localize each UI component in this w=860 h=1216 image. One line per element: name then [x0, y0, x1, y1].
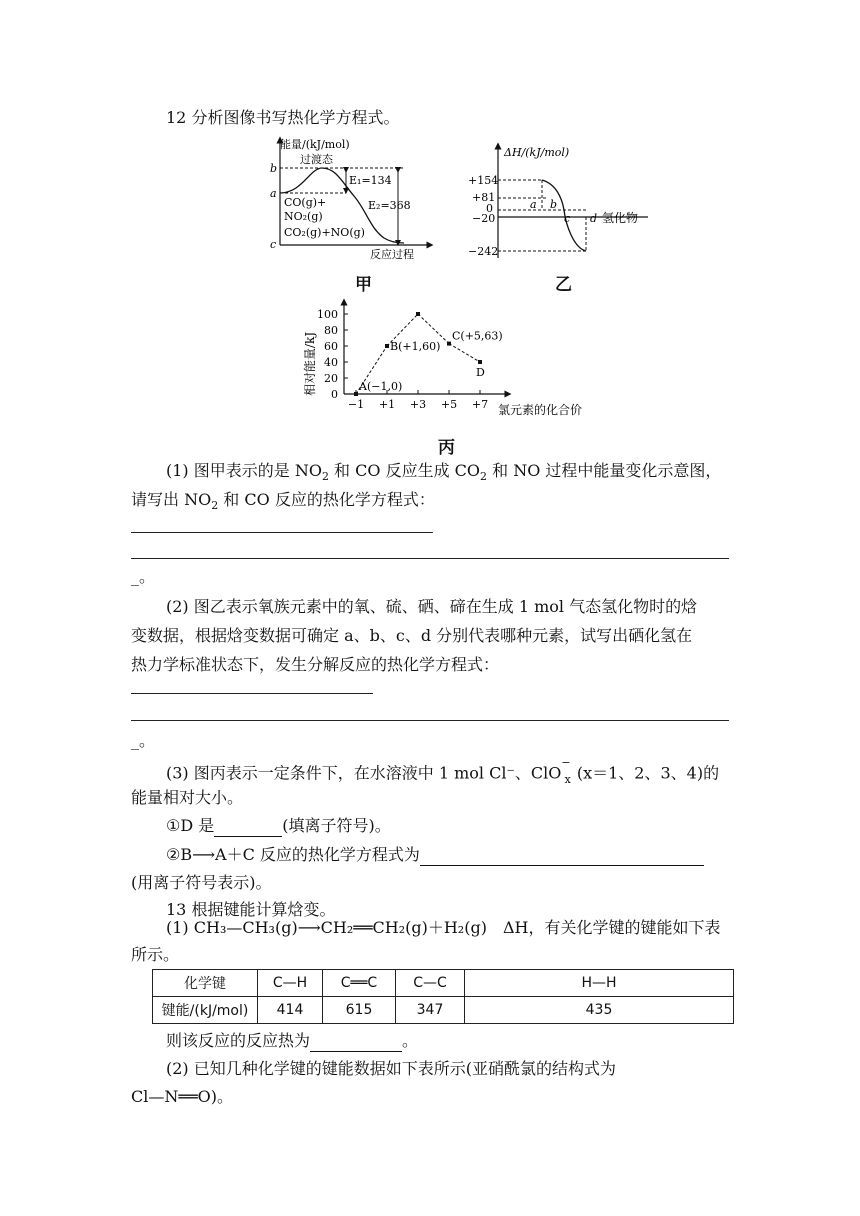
bond-energy-table — [152, 969, 734, 1024]
figure-jia — [262, 132, 442, 260]
q12-part3-line5: (用离子符号表示)。 — [131, 873, 272, 892]
jia-tick-a: a — [270, 187, 277, 200]
yi-tick-81: +81 — [472, 191, 496, 204]
bing-x-tick-label: +5 — [440, 398, 458, 411]
q13-part1-line1: (1) CH₃—CH₃(g)⟶CH₂══CH₂(g)＋H₂(g) ΔH，有关化学键的键能如下表 — [166, 918, 721, 937]
bing-ylabel: 相对能量/kJ — [303, 331, 317, 396]
bing-label-c: C(+5,63) — [452, 329, 503, 343]
q12-part3-line1: (3) 图丙表示一定条件下，在水溶液中 1 mol Cl⁻、ClO−$_x$ (x＝1、2、3、4)的 — [166, 756, 720, 786]
yi-point-c: c — [564, 212, 571, 225]
table-row — [153, 997, 734, 1024]
bing-point — [416, 312, 420, 316]
answer-blank-2a[interactable] — [131, 693, 373, 694]
bing-x-tick-label: +7 — [471, 398, 489, 411]
table-cell: C—C — [396, 970, 465, 997]
table-cell: 615 — [323, 997, 396, 1024]
answer-blank-13-1[interactable] — [310, 1035, 402, 1052]
q13-part1-line3: 则该反应的反应热为 。 — [166, 1031, 419, 1050]
table-header-row — [153, 970, 734, 997]
figure-yi — [466, 140, 656, 262]
table-cell: C══C — [323, 970, 396, 997]
bing-point — [354, 392, 358, 396]
yi-tick-154: +154 — [468, 174, 499, 187]
bing-label-b: B(+1,60) — [390, 340, 441, 353]
answer-blank-1a[interactable] — [131, 532, 433, 533]
table-cell: 414 — [258, 997, 323, 1024]
bing-point — [385, 344, 389, 348]
jia-e2-label: E₂=368 — [368, 199, 411, 212]
table-cell: H—H — [465, 970, 734, 997]
table-cell: 435 — [465, 997, 734, 1024]
q12-heading: 12 分析图像书写热化学方程式。 — [166, 108, 400, 127]
q12-part1-line1: (1) 图甲表示的是 $NO_2$ 和 CO 反应生成 $CO_2$ 和 NO 过程中能量变化示意图， — [166, 461, 722, 484]
yi-point-d: d — [590, 212, 598, 225]
q13-part1-line2: 所示。 — [131, 945, 180, 964]
yi-point-a: a — [530, 198, 537, 211]
table-cell: 347 — [396, 997, 465, 1024]
bing-y-tick-label: 60 — [324, 340, 338, 353]
q13-part2-line2: Cl—N══O)。 — [131, 1087, 233, 1106]
yi-tick-minus242: −242 — [468, 245, 499, 258]
table-cell: 化学键 — [153, 970, 258, 997]
answer-blank-2b[interactable] — [131, 720, 729, 721]
q13-part2-line1: (2) 已知几种化学键的键能数据如下表所示(亚硝酰氯的结构式为 — [166, 1059, 616, 1078]
bing-x-tick-label: +3 — [409, 398, 427, 411]
yi-xlabel: 氢化物 — [602, 211, 639, 225]
bing-xlabel: 氯元素的化合价 — [498, 403, 583, 417]
q12-part2-line2: 变数据，根据焓变数据可确定 a、b、c、d 分别代表哪种元素，试写出硒化氢在 — [131, 626, 693, 645]
table-cell: C—H — [258, 970, 323, 997]
yi-tick-0: 0 — [486, 202, 493, 215]
jia-transition-label: 过渡态 — [300, 153, 333, 166]
bing-x-tick-label: −1 — [347, 398, 365, 411]
q12-part3-line2: 能量相对大小。 — [131, 788, 244, 807]
bing-caption: 丙 — [438, 438, 455, 458]
jia-e1-label: E₁=134 — [349, 174, 392, 187]
jia-tick-c: c — [270, 238, 277, 251]
answer-blank-3d[interactable] — [214, 820, 282, 837]
jia-reactant-1: CO(g)+ — [284, 196, 327, 209]
bing-point — [478, 360, 482, 364]
q12-part1-line2: 请写出 $NO_2$ 和 CO 反应的热化学方程式： — [131, 490, 435, 513]
q13-heading: 13 根据键能计算焓变。 — [166, 900, 336, 919]
q12-part3-line3: ①D 是 (填离子符号)。 — [166, 816, 391, 835]
answer-blank-1b[interactable] — [131, 558, 729, 559]
bing-y-tick-label: 20 — [324, 372, 338, 385]
jia-caption: 甲 — [355, 275, 372, 295]
jia-product: CO₂(g)+NO(g) — [284, 226, 365, 239]
bing-x-tick-label: +1 — [378, 398, 396, 411]
bing-y-tick-label: 0 — [331, 388, 338, 401]
jia-xlabel: 反应过程 — [370, 248, 414, 260]
q12-part3-line4: ②B⟶A＋C 反应的热化学方程式为 — [166, 844, 704, 866]
bing-label-d: D — [476, 366, 485, 379]
bing-y-tick-label: 40 — [324, 356, 338, 369]
q12-part2-line1: (2) 图乙表示氧族元素中的氧、硫、硒、碲在生成 1 mol 气态氢化物时的焓 — [166, 597, 698, 616]
jia-reactant-2: NO₂(g) — [284, 210, 323, 223]
yi-ylabel: ΔH/(kJ/mol) — [504, 146, 570, 159]
jia-ylabel: 能量/(kJ/mol) — [280, 138, 350, 151]
yi-point-b: b — [550, 198, 558, 211]
q12-part2-line3: 热力学标准状态下，发生分解反应的热化学方程式： — [131, 655, 500, 674]
bing-y-tick-label: 80 — [324, 324, 338, 337]
q12-part1-end: _。 — [131, 567, 156, 586]
q12-part2-end: _。 — [131, 731, 156, 750]
figure-bing — [300, 296, 630, 424]
jia-tick-b: b — [270, 162, 278, 175]
bing-segment — [449, 344, 480, 362]
answer-blank-3e[interactable] — [420, 849, 704, 866]
table-cell: 键能/(kJ/mol) — [153, 997, 258, 1024]
bing-y-tick-label: 100 — [317, 308, 338, 321]
bing-label-a: A(−1,0) — [359, 380, 403, 393]
yi-caption: 乙 — [555, 275, 572, 295]
yi-tick-minus20: −20 — [472, 212, 496, 225]
bing-point — [447, 342, 451, 346]
